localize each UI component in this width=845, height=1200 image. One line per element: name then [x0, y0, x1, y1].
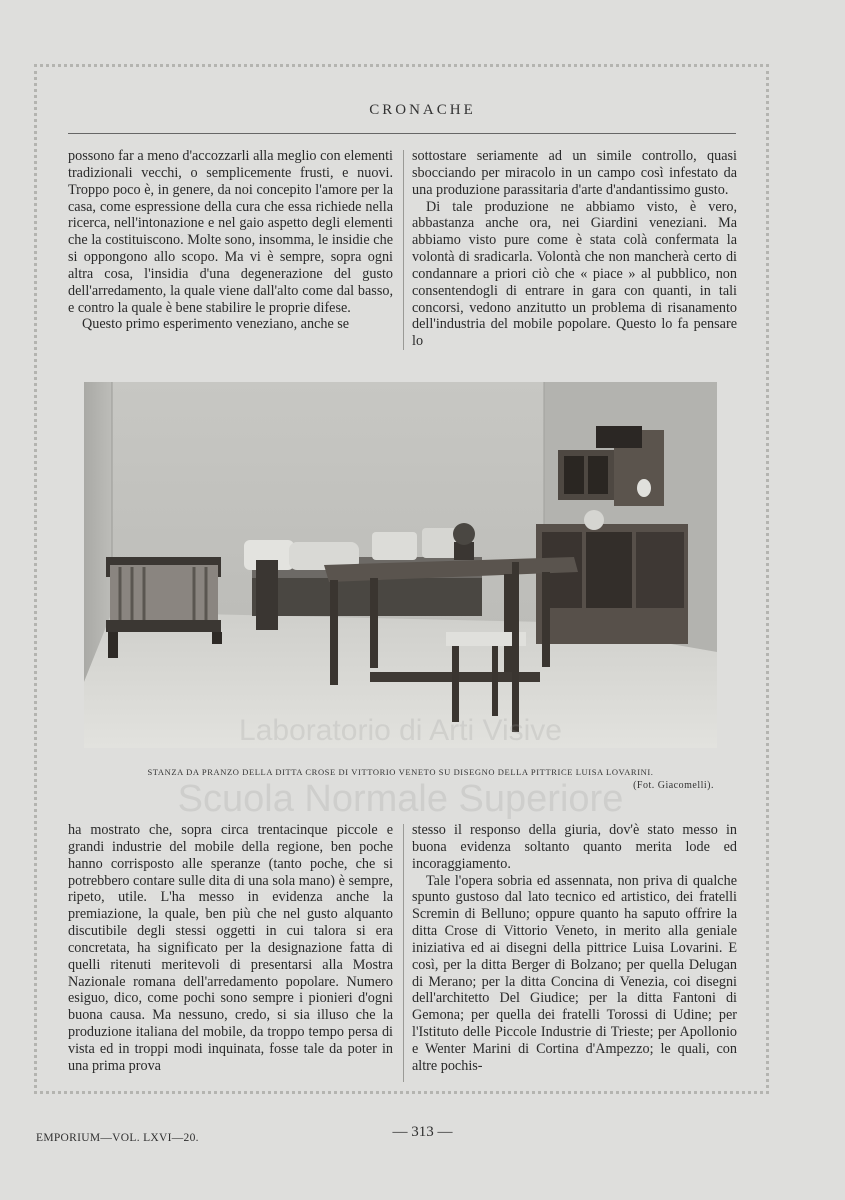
column-top-left [68, 148, 393, 333]
running-header: CRONACHE [369, 102, 476, 118]
paragraph: Di tale produzione ne abbiamo visto, è vero, abbastanza anche ora, nei Giardini veneziani. Ma abbiamo visto pure come è stata colà confermata la volontà di sradicarla. Volontà che non mancherà certo di condannare a priori ciò che « piace » al pubblico, non consentendogli di entrare in gara con quanti, in tali concorsi, vedono anzitutto un problema di risanamento dell'industria del mobile popolare. Questo lo fa pensare lo [412, 198, 737, 350]
header-rule [68, 133, 736, 134]
column-bottom-right [412, 822, 737, 1075]
paragraph: Tale l'opera sobria ed assennata, non priva di qualche spunto gustoso dal lato tecnico ed artistico, dei fratelli Scremin di Belluno; oppure quanto ha saputo offrire la ditta Crose di Vittorio Veneto, in merito alla geniale iniziativa ed ai disegni della pittrice Luisa Lovarini. E così, per la ditta Berger di Bolzano; per quella Delugan di Merano; per la ditta Concina di Venezia, coi disegni dell'architetto Del Giudice; per la ditta Fantoni di Gemona; per quella dei fratelli Torossi di Udine; per l'Istituto delle Piccole Industrie di Trieste; per Apollonio e Wenter Marini di Cortina d'Ampezzo; le quali, con altre pochis- [412, 872, 737, 1074]
journal-reference: EMPORIUM—VOL. LXVI—20. [36, 1132, 199, 1144]
column-divider [403, 824, 404, 1082]
paragraph: ha mostrato che, sopra circa trentacinque piccole e grandi industrie del mobile della regione, ben poche hanno corrisposto alle speranze (tanto poche, che si potrebbero contare sulle dita di una sola mano) è sempre, ripeto, utile. L'ha messo in evidenza anche la premiazione, la quale, ben più che nel gusto alquanto discutibile degli stessi oggetti in cui talora si era concretata, ha significato per la designazione fatta di quelli ritenuti meritevoli di presentarsi alla Mostra Nazionale romana dell'arredamento popolare. Numero esiguo, dico, come pochi sono sempre i pionieri d'ogni buona causa. Ma nessuno, credo, si sia illuso che la produzione italiana del mobile, da troppo tempo persa di vista ed in troppi modi inquinata, fosse tale da poter in una prima prova [68, 822, 393, 1074]
watermark-line-2: Scuola Normale Superiore [177, 778, 624, 820]
column-bottom-left [68, 822, 393, 1075]
paragraph: sottostare seriamente ad un simile controllo, quasi sbocciando per miracolo in un campo così infestato da una produzione parassitaria d'arte d'andantissimo gusto. [412, 148, 737, 198]
paragraph: stesso il responso della giuria, dov'è stato messo in buona evidenza soltanto quanto merita lode ed incoraggiamento. [412, 822, 737, 872]
column-top-right [412, 148, 737, 350]
photo-credit: (Fot. Giacomelli). [633, 780, 714, 791]
dining-room-illustration [84, 382, 717, 748]
page-number: — 313 — [392, 1124, 453, 1140]
figure-caption: STANZA DA PRANZO DELLA DITTA CROSE DI VITTORIO VENETO SU DISEGNO DELLA PITTRICE LUISA LOVARINI. [147, 767, 654, 777]
paragraph: Questo primo esperimento veneziano, anche se [82, 316, 350, 333]
watermark-line-1: Laboratorio di Arti Visive [239, 714, 562, 747]
dining-room-photo [84, 382, 717, 748]
paragraph: possono far a meno d'accozzarli alla meglio con elementi tradizionali vecchi, o semplicemente frusti, e nuovi. Troppo poco è, in genere, da noi concepito l'amore per la casa, come espressione della cura che essa richiede nella ricerca, nell'intonazione e nel gaio aspetto degli elementi che la costituiscono. Molte sono, insomma, le insidie che si oppongono allo scopo. Ma vi è sempre, sopra ogni altra cosa, l'insidia d'una degenerazione del gusto dell'arredamento, la quale viene dall'alto come dal basso, e contro la quale è bene stabilire le proprie difese. [68, 148, 393, 316]
column-divider [403, 150, 404, 350]
